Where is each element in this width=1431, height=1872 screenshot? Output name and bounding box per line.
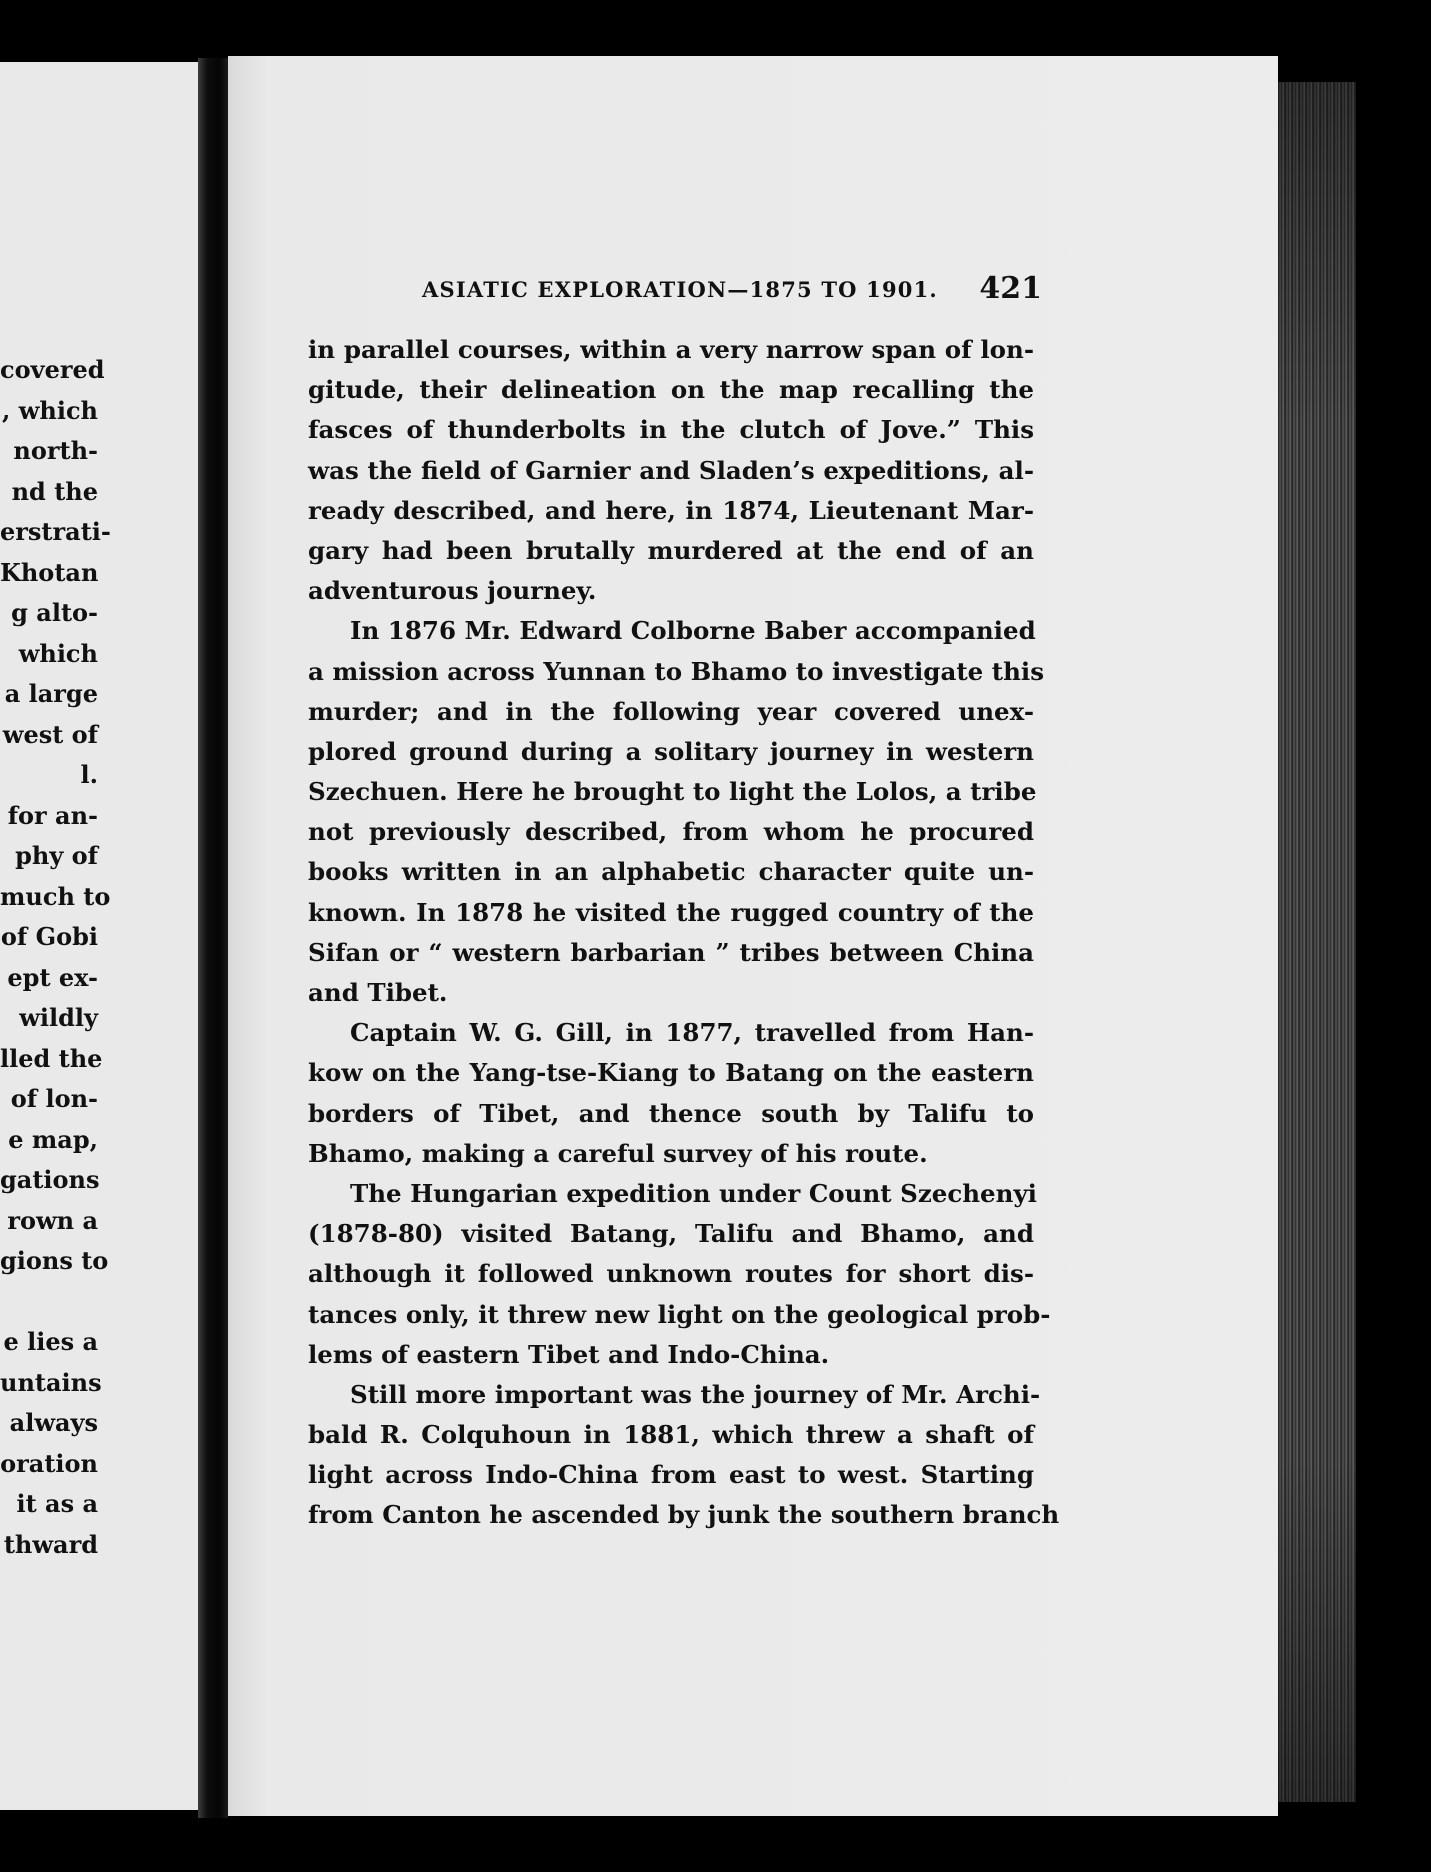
left-page-line: lled the — [0, 1043, 103, 1073]
left-page-line: nd the — [11, 476, 98, 506]
text-line: a mission across Yunnan to Bhamo to investigate this — [308, 656, 1044, 686]
text-line: Bhamo, making a careful survey of his route. — [308, 1138, 928, 1168]
text-line: Szechuen. Here he brought to light the Lolos, a tribe — [308, 777, 1037, 807]
paragraph — [308, 1174, 1051, 1375]
left-page-line: , which — [2, 395, 98, 425]
left-page-line: g alto- — [11, 598, 98, 627]
paragraph — [308, 611, 1044, 1013]
text-line: plored ground during a solitary journey in western — [308, 736, 1034, 766]
text-line: borders of Tibet, and thence south by Talifu to — [308, 1098, 1034, 1128]
left-page-line: covered — [0, 355, 105, 384]
left-page-line: gions to — [0, 1246, 109, 1275]
text-line: Sifan or “ western barbarian ” tribes between China — [308, 937, 1034, 967]
left-page-line: of lon- — [10, 1084, 98, 1113]
text-line: was the field of Garnier and Sladen’s expeditions, al- — [308, 455, 1034, 485]
text-line: kow on the Yang-tse-Kiang to Batang on the eastern — [308, 1058, 1034, 1088]
text-line: from Canton he ascended by junk the southern branch — [308, 1500, 1060, 1530]
left-page-line: e map, — [8, 1124, 98, 1154]
text-line: known. In 1878 he visited the rugged country of the — [308, 897, 1034, 927]
left-page-line: phy of — [15, 841, 98, 870]
page-edges-shadow — [1278, 82, 1356, 1802]
running-header — [422, 271, 1042, 311]
paragraph — [308, 330, 1034, 611]
text-line: in parallel courses, within a very narrow span of lon- — [308, 335, 1034, 364]
left-page-line: Khotan — [0, 557, 99, 587]
text-line: gary had been brutally murdered at the end of an — [308, 535, 1034, 565]
left-page-line: a large — [4, 679, 98, 708]
left-page — [0, 62, 199, 1810]
text-line: bald R. Colquhoun in 1881, which threw a shaft of — [308, 1420, 1034, 1450]
text-line: and Tibet. — [308, 978, 448, 1007]
left-page-line: ept ex- — [7, 962, 98, 992]
left-page-line: untains — [0, 1367, 102, 1397]
left-page-line: wildly — [19, 1003, 98, 1032]
left-page-line: west of — [2, 719, 98, 749]
left-page-line: always — [9, 1408, 98, 1437]
text-line: (1878-80) visited Batang, Talifu and Bhamo, and — [308, 1219, 1034, 1249]
left-page-line: thward — [3, 1529, 98, 1559]
book-gutter — [198, 58, 228, 1818]
left-page-line: it as a — [16, 1489, 98, 1518]
text-line: The Hungarian expedition under Count Szechenyi — [350, 1178, 1037, 1208]
left-page-line: which — [18, 638, 98, 668]
left-page-line: gations — [0, 1165, 100, 1194]
text-line: fasces of thunderbolts in the clutch of Jove.” This — [308, 415, 1034, 445]
text-line: tances only, it threw new light on the geological prob- — [308, 1299, 1051, 1329]
page-number: 421 — [979, 271, 1042, 306]
left-page-line: oration — [0, 1448, 98, 1478]
text-line: In 1876 Mr. Edward Colborne Baber accompanied — [350, 616, 1036, 646]
left-page-line: l. — [80, 760, 98, 789]
text-line: murder; and in the following year covered unex- — [308, 696, 1034, 726]
left-page-line — [0, 1282, 98, 1323]
left-page-line: much to — [0, 881, 111, 911]
paragraph — [308, 1375, 1060, 1536]
left-page-line: for an- — [7, 800, 98, 830]
left-page-line: erstrati- — [0, 517, 111, 546]
left-page-line: e lies a — [3, 1327, 98, 1356]
text-line: gitude, their delineation on the map recalling the — [308, 375, 1034, 405]
text-line: Captain W. G. Gill, in 1877, travelled from Han- — [350, 1018, 1034, 1048]
left-page-line: rown a — [7, 1205, 98, 1235]
text-line: although it followed unknown routes for short dis- — [308, 1259, 1034, 1289]
left-page-text — [0, 350, 111, 1565]
left-page-line: of Gobi — [0, 922, 98, 951]
paragraph — [308, 1013, 1034, 1174]
body-text — [308, 330, 1060, 1536]
running-title: ASIATIC EXPLORATION—1875 TO 1901. — [422, 277, 938, 302]
text-line: adventurous journey. — [308, 576, 597, 606]
text-line: books written in an alphabetic character quite un- — [308, 857, 1034, 887]
text-line: lems of eastern Tibet and Indo-China. — [308, 1339, 830, 1369]
text-line: Still more important was the journey of Mr. Archi- — [350, 1379, 1041, 1409]
left-page-line: north- — [13, 436, 98, 465]
text-line: ready described, and here, in 1874, Lieutenant Mar- — [308, 495, 1034, 525]
text-line: not previously described, from whom he procured — [308, 817, 1034, 847]
text-line: light across Indo-China from east to west. Starting — [308, 1460, 1034, 1490]
